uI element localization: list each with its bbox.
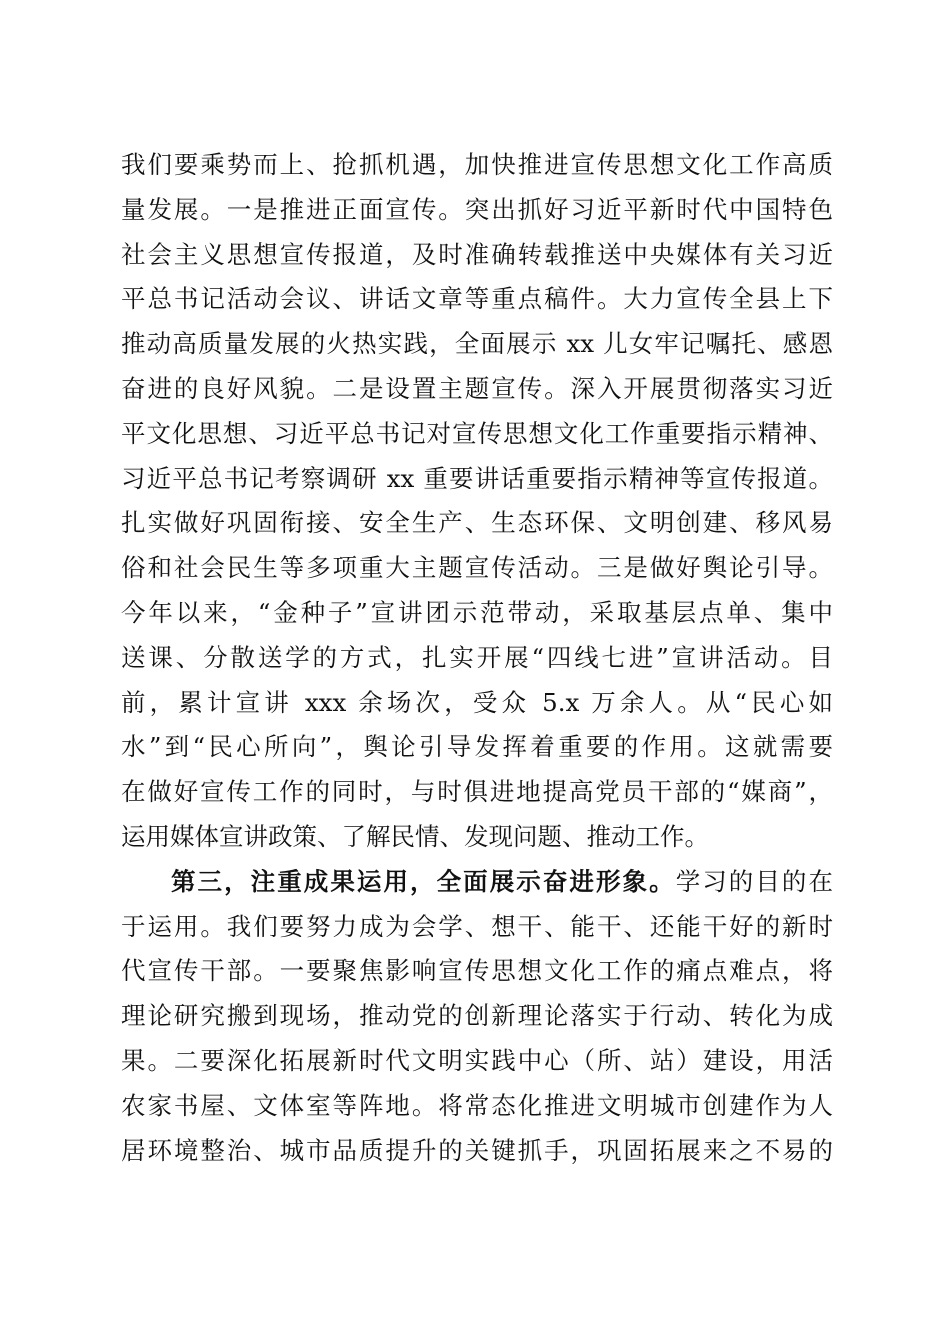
paragraph-2-first-line — [121, 860, 833, 905]
text-line: 果。二要深化拓展新时代文明实践中心（所、站）建设，用活 — [121, 1045, 833, 1075]
text-line: 今年以来，“金种子”宣讲团示范带动，采取基层点单、集中 — [121, 597, 833, 627]
text-line: 我们要乘势而上、抢抓机遇，加快推进宣传思想文化工作高质 — [121, 150, 833, 179]
text-line: 在做好宣传工作的同时，与时俱进地提高党员干部的“媒商”， — [121, 777, 833, 807]
text-line: 奋进的良好风貌。二是设置主题宣传。深入开展贯彻落实习近 — [121, 373, 833, 403]
text-line: 于运用。我们要努力成为会学、想干、能干、还能干好的新时 — [121, 911, 833, 941]
text-line: 推动高质量发展的火热实践，全面展示 xx 儿女牢记嘱托、感恩 — [121, 329, 833, 359]
document-body — [121, 143, 833, 1173]
text-line: 前，累计宣讲 xxx 余场次，受众 5.x 万余人。从“民心如 — [121, 687, 833, 717]
text-line: 居环境整治、城市品质提升的关键抓手，巩固拓展来之不易的 — [121, 1135, 833, 1165]
text-line: 习近平总书记考察调研 xx 重要讲话重要指示精神等宣传报道。 — [121, 463, 833, 493]
text-line: 社会主义思想宣传报道，及时准确转载推送中央媒体有关习近 — [121, 239, 833, 269]
paragraph-2 — [121, 860, 833, 1174]
text-line: 平总书记活动会议、讲话文章等重点稿件。大力宣传全县上下 — [121, 284, 833, 314]
text-line: 水”到“民心所向”，舆论引导发挥着重要的作用。这就需要 — [121, 732, 833, 762]
text-line: 俗和社会民生等多项重大主题宣传活动。三是做好舆论引导。 — [121, 553, 833, 583]
text-line: 扎实做好巩固衔接、安全生产、生态环保、文明创建、移风易 — [121, 508, 833, 538]
text-line: 理论研究搬到现场，推动党的创新理论落实于行动、转化为成 — [121, 1001, 833, 1031]
section-heading: 第三，注重成果运用，全面展示奋进形象。 — [171, 866, 676, 896]
text-line: 运用媒体宣讲政策、了解民情、发现问题、推动工作。 — [121, 821, 709, 851]
paragraph-2-first-line-text: 学习的目的在 — [675, 866, 833, 896]
text-line: 平文化思想、习近平总书记对宣传思想文化工作重要指示精神、 — [121, 418, 833, 448]
text-line: 代宣传干部。一要聚焦影响宣传思想文化工作的痛点难点，将 — [121, 956, 833, 986]
paragraph-1 — [121, 143, 833, 860]
text-line: 农家书屋、文体室等阵地。将常态化推进文明城市创建作为人 — [121, 1090, 833, 1120]
text-line: 量发展。一是推进正面宣传。突出抓好习近平新时代中国特色 — [121, 194, 833, 224]
text-line: 送课、分散送学的方式，扎实开展“四线七进”宣讲活动。目 — [121, 642, 833, 672]
